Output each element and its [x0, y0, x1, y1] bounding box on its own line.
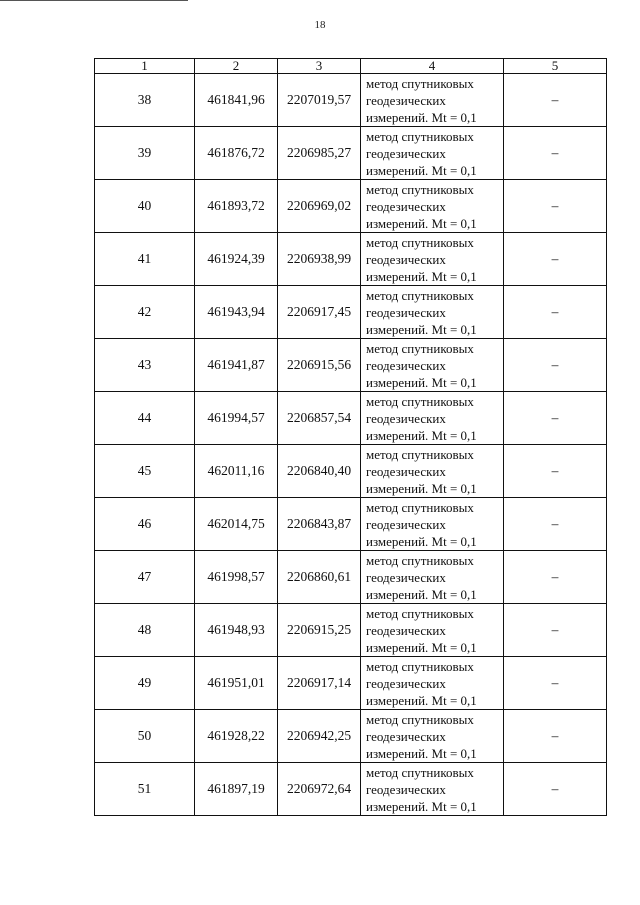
- x-coordinate-cell: 461841,96: [195, 74, 278, 127]
- column-5-cell: –: [504, 445, 607, 498]
- method-cell: [361, 657, 504, 710]
- method-line: геодезических: [366, 516, 446, 532]
- method-line: геодезических: [366, 410, 446, 426]
- x-coordinate-cell: 461924,39: [195, 233, 278, 286]
- column-5-cell: –: [504, 286, 607, 339]
- method-cell: [361, 551, 504, 604]
- table-row: [95, 551, 607, 604]
- y-coordinate-cell: 2206917,45: [278, 286, 361, 339]
- point-number-cell: 38: [95, 74, 195, 127]
- method-line: геодезических: [366, 675, 446, 691]
- method-cell: [361, 127, 504, 180]
- method-cell: [361, 763, 504, 816]
- method-line: метод спутниковых: [366, 552, 474, 568]
- x-coordinate-cell: 461876,72: [195, 127, 278, 180]
- point-number-cell: 39: [95, 127, 195, 180]
- table-row: [95, 127, 607, 180]
- method-line: измерений. Mt = 0,1: [366, 639, 477, 655]
- column-5-cell: –: [504, 127, 607, 180]
- method-line: метод спутниковых: [366, 287, 474, 303]
- method-line: геодезических: [366, 251, 446, 267]
- method-line: измерений. Mt = 0,1: [366, 374, 477, 390]
- column-5-cell: –: [504, 180, 607, 233]
- method-line: геодезических: [366, 145, 446, 161]
- column-header: 3: [278, 59, 361, 74]
- table-row: [95, 180, 607, 233]
- column-header: 1: [95, 59, 195, 74]
- y-coordinate-cell: 2206915,56: [278, 339, 361, 392]
- method-line: измерений. Mt = 0,1: [366, 268, 477, 284]
- table-row: [95, 710, 607, 763]
- method-cell: [361, 233, 504, 286]
- x-coordinate-cell: 461951,01: [195, 657, 278, 710]
- method-line: измерений. Mt = 0,1: [366, 162, 477, 178]
- point-number-cell: 40: [95, 180, 195, 233]
- column-5-cell: –: [504, 604, 607, 657]
- column-5-cell: –: [504, 710, 607, 763]
- y-coordinate-cell: 2206942,25: [278, 710, 361, 763]
- method-cell: [361, 286, 504, 339]
- column-header: 5: [504, 59, 607, 74]
- x-coordinate-cell: 462014,75: [195, 498, 278, 551]
- method-cell: [361, 710, 504, 763]
- y-coordinate-cell: 2206917,14: [278, 657, 361, 710]
- method-line: метод спутниковых: [366, 75, 474, 91]
- method-line: геодезических: [366, 728, 446, 744]
- method-line: измерений. Mt = 0,1: [366, 109, 477, 125]
- table-row: [95, 286, 607, 339]
- method-line: геодезических: [366, 357, 446, 373]
- point-number-cell: 48: [95, 604, 195, 657]
- method-line: измерений. Mt = 0,1: [366, 798, 477, 814]
- x-coordinate-cell: 461998,57: [195, 551, 278, 604]
- method-line: измерений. Mt = 0,1: [366, 480, 477, 496]
- y-coordinate-cell: 2206860,61: [278, 551, 361, 604]
- method-cell: [361, 74, 504, 127]
- top-rule: [0, 0, 188, 1]
- point-number-cell: 46: [95, 498, 195, 551]
- y-coordinate-cell: 2206857,54: [278, 392, 361, 445]
- y-coordinate-cell: 2207019,57: [278, 74, 361, 127]
- y-coordinate-cell: 2206985,27: [278, 127, 361, 180]
- column-5-cell: –: [504, 498, 607, 551]
- method-line: метод спутниковых: [366, 393, 474, 409]
- method-line: метод спутниковых: [366, 181, 474, 197]
- method-cell: [361, 392, 504, 445]
- method-line: геодезических: [366, 198, 446, 214]
- table-row: [95, 339, 607, 392]
- y-coordinate-cell: 2206972,64: [278, 763, 361, 816]
- point-number-cell: 49: [95, 657, 195, 710]
- point-number-cell: 44: [95, 392, 195, 445]
- coordinates-table: [94, 58, 607, 816]
- point-number-cell: 50: [95, 710, 195, 763]
- method-line: метод спутниковых: [366, 499, 474, 515]
- column-5-cell: –: [504, 763, 607, 816]
- method-line: метод спутниковых: [366, 446, 474, 462]
- method-line: геодезических: [366, 463, 446, 479]
- column-5-cell: –: [504, 339, 607, 392]
- column-5-cell: –: [504, 74, 607, 127]
- method-line: геодезических: [366, 622, 446, 638]
- table-row: [95, 233, 607, 286]
- method-line: метод спутниковых: [366, 711, 474, 727]
- x-coordinate-cell: 461943,94: [195, 286, 278, 339]
- method-cell: [361, 339, 504, 392]
- method-line: измерений. Mt = 0,1: [366, 215, 477, 231]
- method-line: измерений. Mt = 0,1: [366, 533, 477, 549]
- method-line: метод спутниковых: [366, 764, 474, 780]
- y-coordinate-cell: 2206840,40: [278, 445, 361, 498]
- method-line: геодезических: [366, 569, 446, 585]
- method-line: метод спутниковых: [366, 605, 474, 621]
- table-header-row: [95, 59, 607, 74]
- y-coordinate-cell: 2206915,25: [278, 604, 361, 657]
- x-coordinate-cell: 461928,22: [195, 710, 278, 763]
- table-row: [95, 657, 607, 710]
- table-row: [95, 392, 607, 445]
- column-5-cell: –: [504, 657, 607, 710]
- method-line: геодезических: [366, 781, 446, 797]
- table-row: [95, 763, 607, 816]
- method-line: метод спутниковых: [366, 658, 474, 674]
- x-coordinate-cell: 462011,16: [195, 445, 278, 498]
- table-row: [95, 74, 607, 127]
- point-number-cell: 41: [95, 233, 195, 286]
- y-coordinate-cell: 2206969,02: [278, 180, 361, 233]
- method-cell: [361, 445, 504, 498]
- x-coordinate-cell: 461941,87: [195, 339, 278, 392]
- x-coordinate-cell: 461897,19: [195, 763, 278, 816]
- method-line: измерений. Mt = 0,1: [366, 586, 477, 602]
- table-row: [95, 498, 607, 551]
- method-line: метод спутниковых: [366, 234, 474, 250]
- point-number-cell: 51: [95, 763, 195, 816]
- y-coordinate-cell: 2206938,99: [278, 233, 361, 286]
- method-line: метод спутниковых: [366, 340, 474, 356]
- column-5-cell: –: [504, 551, 607, 604]
- point-number-cell: 45: [95, 445, 195, 498]
- column-header: 2: [195, 59, 278, 74]
- y-coordinate-cell: 2206843,87: [278, 498, 361, 551]
- method-cell: [361, 180, 504, 233]
- column-5-cell: –: [504, 392, 607, 445]
- method-line: измерений. Mt = 0,1: [366, 745, 477, 761]
- method-line: метод спутниковых: [366, 128, 474, 144]
- column-header: 4: [361, 59, 504, 74]
- point-number-cell: 47: [95, 551, 195, 604]
- column-5-cell: –: [504, 233, 607, 286]
- method-line: измерений. Mt = 0,1: [366, 427, 477, 443]
- method-cell: [361, 498, 504, 551]
- page-number: 18: [314, 19, 326, 31]
- method-cell: [361, 604, 504, 657]
- x-coordinate-cell: 461994,57: [195, 392, 278, 445]
- method-line: измерений. Mt = 0,1: [366, 321, 477, 337]
- table-row: [95, 604, 607, 657]
- method-line: геодезических: [366, 92, 446, 108]
- method-line: измерений. Mt = 0,1: [366, 692, 477, 708]
- table-row: [95, 445, 607, 498]
- method-line: геодезических: [366, 304, 446, 320]
- point-number-cell: 42: [95, 286, 195, 339]
- x-coordinate-cell: 461948,93: [195, 604, 278, 657]
- point-number-cell: 43: [95, 339, 195, 392]
- x-coordinate-cell: 461893,72: [195, 180, 278, 233]
